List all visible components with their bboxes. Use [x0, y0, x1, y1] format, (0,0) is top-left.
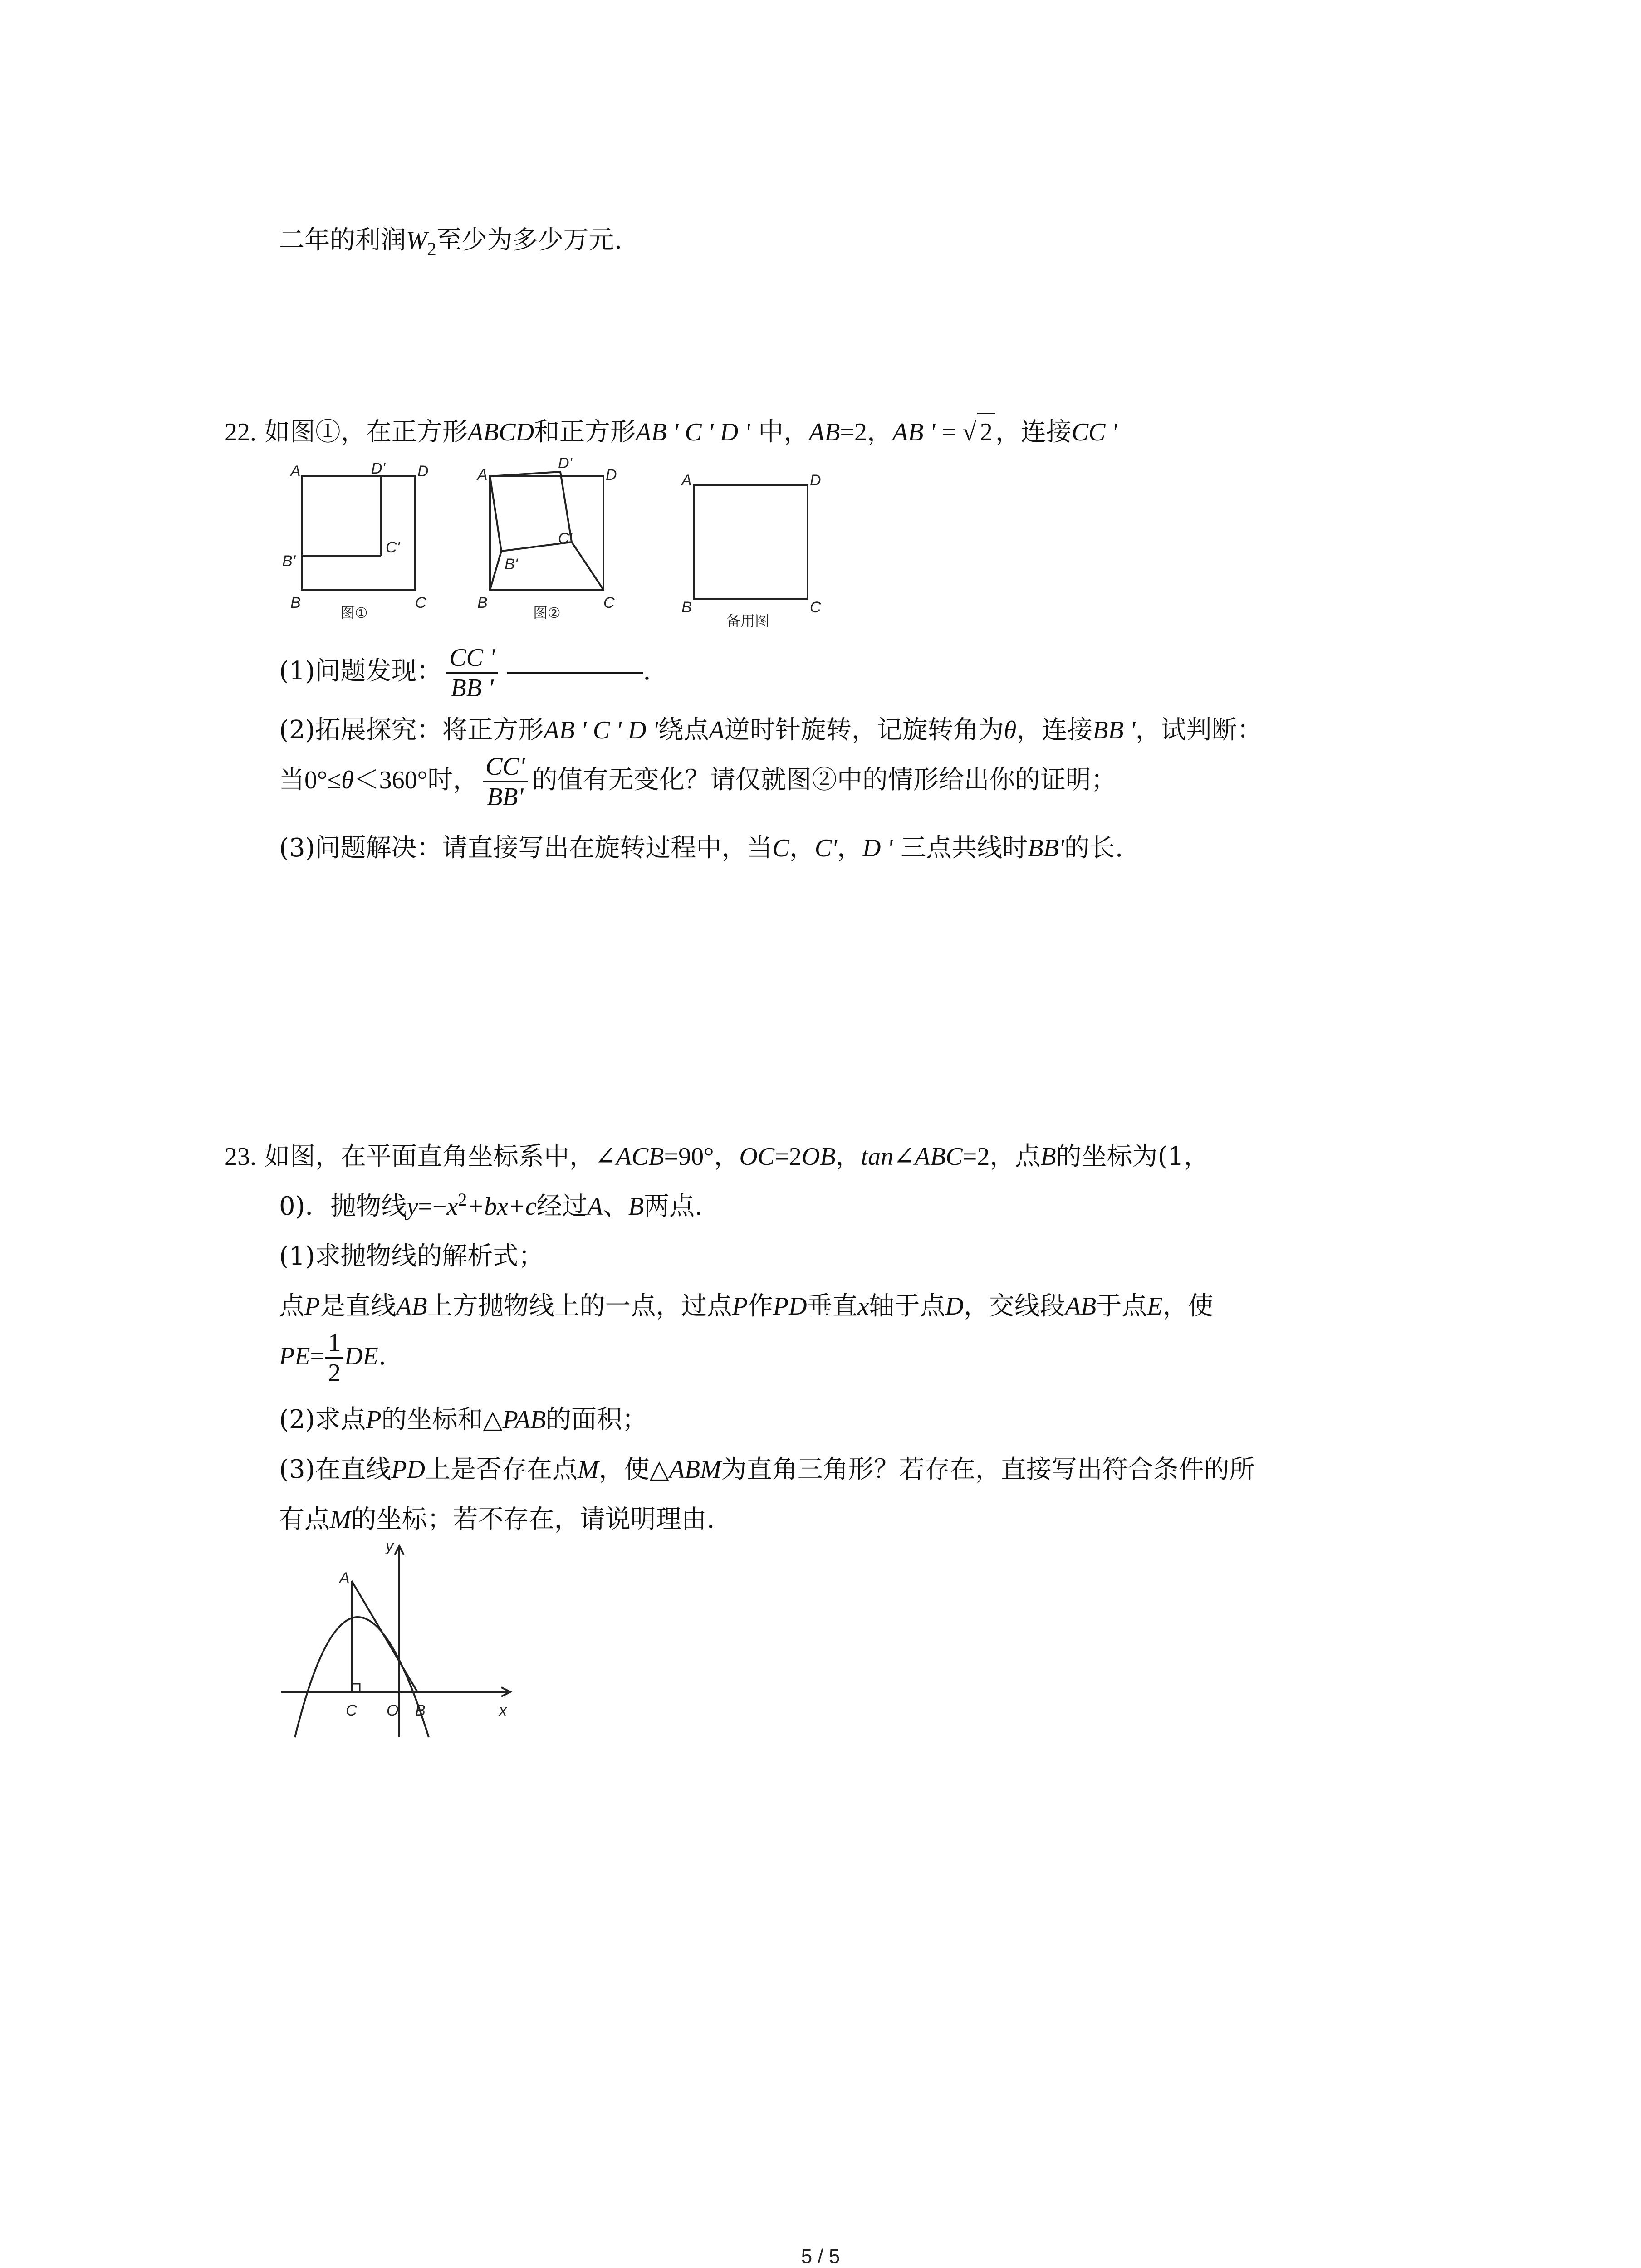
q22-part2-line1 — [279, 712, 1263, 748]
fig3-label-a: A — [681, 472, 692, 489]
q22-text: ＜360° — [353, 766, 428, 794]
q23-sup: 2 — [458, 1189, 467, 1210]
q23-math: DE — [344, 1342, 378, 1370]
q23-text: ，交线段 — [963, 1291, 1065, 1321]
q22-figures — [272, 458, 844, 640]
q23-figure — [272, 1538, 526, 1746]
q23-text: 点 — [279, 1291, 304, 1321]
q22-text: 逆时针旋转，记旋转角为 — [724, 715, 1004, 745]
q23-text: =90°， — [664, 1143, 740, 1171]
fig3-label-b: B — [681, 599, 692, 616]
q22-text: ，连接 — [1016, 715, 1093, 745]
q22-text: ， — [789, 833, 815, 863]
fig1-label-b: B — [290, 594, 301, 611]
q23-half-fraction — [325, 1328, 343, 1388]
q22-math: CC ' — [1071, 418, 1117, 446]
q23-part1 — [279, 1238, 544, 1275]
q23-math: tan∠ABC — [861, 1143, 963, 1171]
q22-math: C' — [814, 834, 838, 862]
fig-label-a: A — [339, 1569, 350, 1587]
q22-text: ，试判断： — [1135, 715, 1263, 745]
q23-math: AB — [1065, 1292, 1097, 1320]
q23-text: 两点． — [644, 1192, 720, 1221]
fig-label-x: x — [499, 1702, 507, 1719]
q23-text: 上方抛物线上的一点，过点 — [427, 1291, 732, 1321]
fig3-label-d: D — [810, 472, 821, 489]
q23-line2 — [279, 1188, 720, 1225]
q23-text: =− — [418, 1193, 447, 1221]
q22-math: AB ' C ' D ' — [636, 418, 750, 446]
fig2-label-cp: C' — [558, 530, 573, 547]
q22-text: 中， — [750, 417, 809, 447]
q22-intro-line — [225, 413, 1117, 450]
q22-text: 0°≤ — [304, 766, 342, 794]
fraction-numerator: CC ' — [446, 643, 498, 674]
q23-math: P — [304, 1292, 320, 1320]
q22-text: 当 — [279, 765, 304, 795]
q22-math: AB ' C ' D ' — [544, 716, 658, 744]
q23-math: D — [945, 1292, 964, 1320]
q22-text: 的值有无变化？请仅就图②中的情形给出你的证明； — [532, 765, 1117, 795]
q23-math: B — [1040, 1143, 1056, 1171]
q23-math: A — [587, 1193, 603, 1221]
q22-math: θ — [1004, 716, 1017, 744]
fig1-label-d: D — [417, 463, 429, 480]
q23-text: 为直角三角形？若存在，直接写出符合条件的所 — [721, 1455, 1255, 1484]
q22-part3-line — [279, 830, 1123, 866]
fig3-label-c: C — [810, 599, 821, 616]
q21-var: W — [406, 226, 427, 254]
fig2-label-d: D — [606, 466, 617, 484]
q23-math: PAB — [502, 1406, 546, 1434]
q23-number: 23. — [225, 1143, 256, 1171]
q22-text: =2， — [840, 418, 892, 446]
q23-text: 的坐标为(1， — [1056, 1142, 1210, 1171]
fig-label-c: C — [346, 1702, 357, 1719]
q23-text: ，使 — [1162, 1291, 1214, 1321]
q23-text: 的面积； — [546, 1405, 648, 1434]
fig1-label-cp: C' — [386, 539, 400, 556]
fig-label-o: O — [387, 1702, 399, 1719]
q23-text: 经过 — [536, 1192, 588, 1221]
q23-part3-line1 — [279, 1452, 1255, 1488]
fig1-label-c: C — [415, 594, 426, 611]
q23-math: y — [407, 1193, 418, 1221]
fig1-label-bp: B' — [282, 552, 296, 570]
q23-text: 垂直 — [807, 1291, 858, 1321]
fig1-label-dp: D' — [371, 460, 386, 477]
q22-text: (3)问题解决：请直接写出在旋转过程中，当 — [279, 833, 773, 863]
right-angle-mark — [352, 1684, 360, 1692]
fig1-label-a: A — [290, 463, 301, 480]
fig2-label-dp: D' — [558, 458, 573, 472]
q21-text-end: 至少为多少万元. — [436, 225, 622, 255]
q22-text: = — [935, 418, 962, 446]
q22-math: AB — [808, 418, 840, 446]
q22-math: A — [709, 716, 725, 744]
q23-text: (1)求抛物线的解析式； — [279, 1242, 544, 1271]
q23-math: x — [446, 1193, 458, 1221]
q23-math: E — [1147, 1292, 1163, 1320]
q22-math: C — [772, 834, 789, 862]
q22-text: 绕点 — [658, 715, 709, 745]
q23-text: 于点 — [1096, 1291, 1147, 1321]
q23-text: =2 — [774, 1143, 802, 1171]
q23-text: ，使△ — [598, 1455, 669, 1484]
q23-text: 、 — [603, 1192, 628, 1221]
q23-math: ABM — [669, 1456, 721, 1484]
q22-math: D ' — [862, 834, 893, 862]
q23-text: 是直线 — [320, 1291, 397, 1321]
q23-math: PD — [773, 1292, 807, 1320]
fig-label-y: y — [386, 1538, 393, 1555]
q23-text: 的坐标；若不存在，请说明理由. — [351, 1505, 715, 1534]
fig2-label-bp: B' — [505, 556, 518, 573]
q22-math: AB ' — [892, 418, 936, 446]
q23-math: M — [330, 1505, 351, 1534]
segment-ab — [352, 1581, 417, 1692]
q23-math: ∠ACB — [594, 1143, 664, 1171]
q23-math: x — [857, 1292, 869, 1320]
q21-tail-line — [279, 222, 622, 259]
q23-text: 的坐标和△ — [381, 1405, 503, 1434]
q23-text: =2，点 — [962, 1143, 1041, 1171]
q22-text: (2)拓展探究：将正方形 — [279, 715, 544, 745]
q23-line5 — [279, 1325, 386, 1388]
q22-p2-fraction — [483, 752, 528, 811]
q22-p1-end: . — [643, 656, 651, 686]
fig2-caption: 图② — [533, 605, 561, 621]
q22-text: 的长. — [1064, 833, 1123, 863]
q22-p1-fraction — [446, 643, 498, 703]
q22-math: BB ' — [1092, 716, 1136, 744]
q22-text: 时， — [427, 765, 479, 795]
q23-text: (2)求点 — [279, 1405, 366, 1434]
q22-text: 三点共线时 — [892, 833, 1028, 863]
q22-math: BB' — [1028, 834, 1064, 862]
q23-math: P — [366, 1406, 382, 1434]
q23-math: +bx+c — [467, 1193, 537, 1221]
sqrt-value: 2 — [977, 413, 995, 450]
q22-number: 22. — [225, 418, 256, 446]
q22-text: 如图①，在正方形 — [264, 417, 468, 447]
fig2-label-a: A — [477, 466, 488, 484]
q22-math: θ — [341, 766, 354, 794]
q22-text: ，连接 — [995, 417, 1072, 447]
q23-math: P — [732, 1292, 748, 1320]
fig3-caption: 备用图 — [726, 613, 770, 629]
answer-blank[interactable] — [507, 672, 643, 674]
q23-part2 — [279, 1402, 647, 1438]
q22-text: ， — [837, 833, 863, 863]
q23-math: PD — [391, 1456, 425, 1484]
q23-text: 上是否存在点 — [425, 1455, 578, 1484]
q23-math: M — [577, 1456, 599, 1484]
q23-line4 — [279, 1288, 1213, 1325]
q23-text: 0)．抛物线 — [279, 1192, 407, 1221]
fraction-numerator: CC' — [483, 752, 528, 782]
page-number: 5 / 5 — [801, 2245, 840, 2268]
fraction-denominator: 2 — [328, 1359, 341, 1387]
q23-text: . — [378, 1341, 387, 1371]
q21-text: 二年的利润 — [279, 225, 406, 255]
q23-text: 如图，在平面直角坐标系中， — [264, 1142, 595, 1171]
q22-text: 和正方形 — [534, 417, 636, 447]
fig2-label-b: B — [477, 594, 488, 611]
q23-math: PE — [279, 1342, 310, 1370]
q23-part3-line2 — [279, 1501, 715, 1538]
q23-math: AB — [396, 1292, 427, 1320]
fig2-label-c: C — [603, 594, 615, 611]
sqrt-sign: √ — [962, 418, 976, 446]
q23-text: (3)在直线 — [279, 1455, 392, 1484]
fraction-numerator: 1 — [325, 1328, 343, 1359]
q22-math: ABCD — [467, 418, 534, 446]
fraction-denominator: BB' — [487, 783, 524, 811]
q21-sub: 2 — [427, 239, 436, 259]
q23-text: ， — [835, 1142, 861, 1171]
q22-part1-line — [279, 640, 651, 703]
q23-text: = — [310, 1342, 325, 1370]
fig1-caption: 图① — [340, 605, 368, 621]
q23-text: 作 — [747, 1291, 773, 1321]
q23-line1 — [225, 1139, 1209, 1175]
fraction-denominator: BB ' — [451, 674, 494, 702]
q23-math: OB — [801, 1143, 836, 1171]
q23-text: 轴于点 — [869, 1291, 945, 1321]
q22-part2-line2 — [279, 748, 1117, 812]
q22-p1-label: (1)问题发现： — [279, 656, 442, 686]
q23-text: 有点 — [279, 1505, 330, 1534]
fig-label-b: B — [415, 1702, 426, 1719]
q23-math: OC — [739, 1143, 775, 1171]
q23-math: B — [628, 1193, 644, 1221]
